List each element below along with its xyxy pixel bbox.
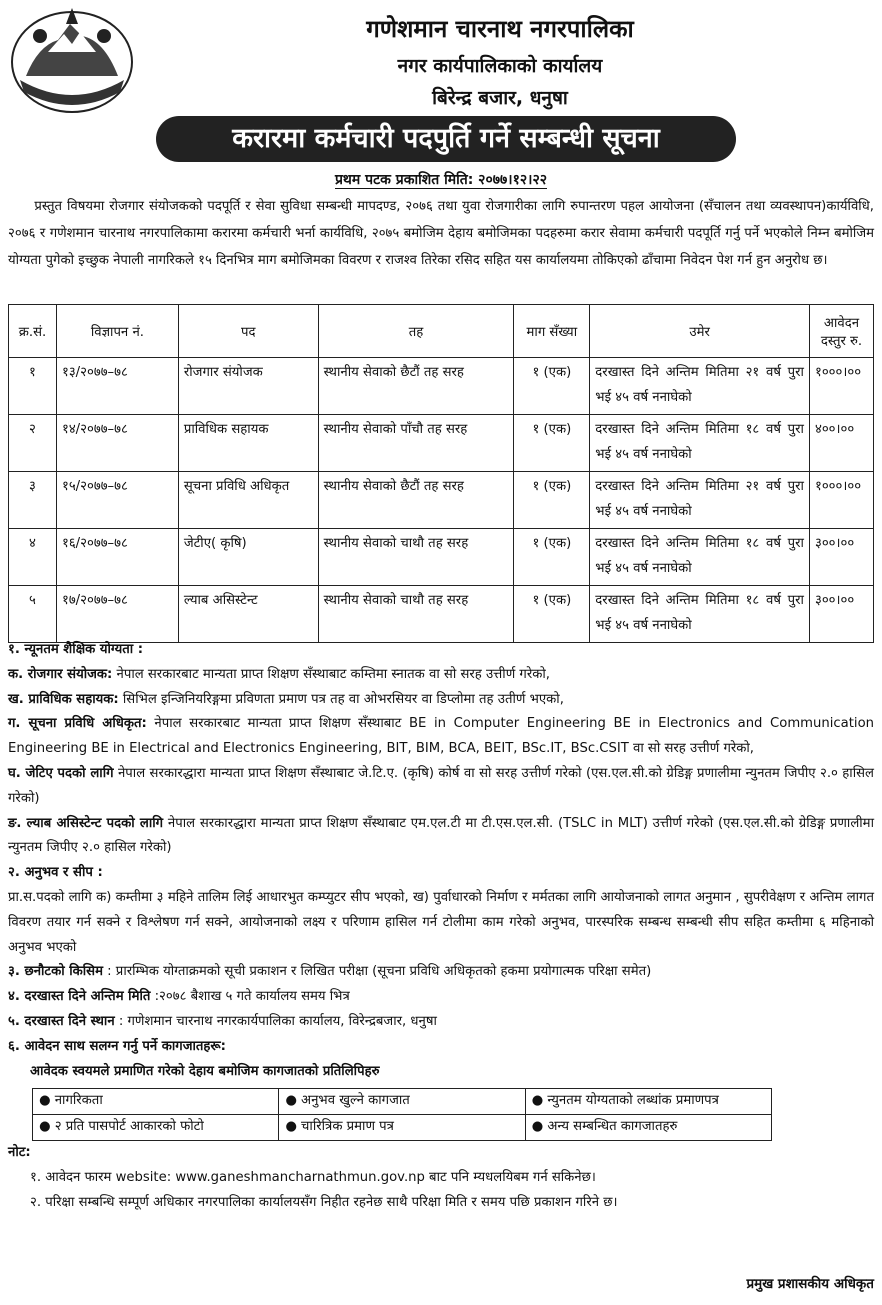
cell-level: स्थानीय सेवाको छैटौं तह सरह <box>318 472 514 529</box>
selection-method <box>8 960 874 985</box>
header-age: उमेर <box>590 305 810 358</box>
qualification-kha-text: सिभिल इन्जिनियरिङ्गमा प्रविणता प्रमाण पत्र तह वा ओभरसियर वा डिप्लोमा तह उतीर्ण भएको, <box>118 691 564 707</box>
section-qualification-title: १. न्यूनतम शैक्षिक योग्यता : <box>8 642 144 657</box>
vacancy-table <box>8 304 874 643</box>
cell-ad-number: १४/२०७७–७८ <box>56 415 178 472</box>
notice-body <box>8 638 874 1215</box>
cell-level: स्थानीय सेवाको छैटौं तह सरह <box>318 358 514 415</box>
cell-level: स्थानीय सेवाको चाथौ तह सरह <box>318 586 514 643</box>
qualification-kha-label: ख. प्राविधिक सहायक: <box>8 691 119 707</box>
cell-demand: १ (एक) <box>514 586 590 643</box>
qualification-ka <box>8 663 874 688</box>
table-row <box>9 529 874 586</box>
document-item: ● न्युनतम योग्यताको लब्धांक प्रमाणपत्र <box>525 1089 771 1115</box>
selection-method-label: ३. छनौटको किसिम <box>8 964 103 980</box>
intro-paragraph: प्रस्तुत विषयमा रोजगार संयोजकको पदपूर्ति र सेवा सुविधा सम्बन्धी मापदण्ड, २०७६ तथा युवा रोजगारीका लागि रुपान्तरण पहल आयोजना (सँचालन तथा व्यवस्थापन)कार्यविधि, २०७६ र गणेशमान चारनाथ नगरपालिकामा करारमा कर्मचारी भर्ना कार्यविधि, २०७५ बमोजिम देहाय बमोजिमका पदहरुमा करार सेवामा कर्मचारी पदपूर्ति गर्नु पर्ने भएकोले निम्न बमोजिम योग्यता पुगेको इच्छुक नेपाली नागरिकले १५ दिनभित्र माग बमोजिमका विवरण र राजश्व तिरेका रसिद सहित यस कार्यालयमा तोकिएको ढाँचामा निवेदन पेश गर्न हुन अनुरोध छ। <box>8 199 874 268</box>
qualification-ga-text: नेपाल सरकारबाट मान्यता प्राप्त शिक्षण सँस्थाबाट BE in Computer Engineering BE in Electronics and Communication Engineering BE in Electrical and Electronics Engineering, BIT, BIM, BCA, BEIT, BSc.IT, BSc.CSIT वा सो सरह उत्तीर्ण गरेको, <box>8 716 874 757</box>
office-address: बिरेन्द्र बजार, धनुषा <box>432 87 568 109</box>
table-row <box>9 415 874 472</box>
submission-place-label: ५. दरखास्त दिने स्थान <box>8 1013 115 1029</box>
section-experience-title: २. अनुभव र सीप : <box>8 865 103 881</box>
vacancy-table-header <box>9 305 874 358</box>
table-row <box>9 472 874 529</box>
document-label: न्युनतम योग्यताको लब्धांक प्रमाणपत्र <box>547 1093 719 1109</box>
qualification-nga-text: नेपाल सरकारद्धारा मान्यता प्राप्त शिक्षण सँस्थाबाट एम.एल.टी मा टी.एस.एल.सी. (TSLC in MLT) उत्तीर्ण गरेको (एस.एल.सी.को ग्रेडिङ्ग प्रणालीमा न्युनतम जिपीए २.० हासिल गरेको) <box>8 815 874 856</box>
cell-ad-number: १७/२०७७–७८ <box>56 586 178 643</box>
qualification-ka-text: नेपाल सरकारबाट मान्यता प्राप्त शिक्षण सँस्थाबाट कम्तिमा स्नातक वा सो सरह उत्तीर्ण गरेको, <box>112 666 550 682</box>
cell-demand: १ (एक) <box>514 472 590 529</box>
deadline-text: :२०७८ बैशाख ५ गते कार्यालय समय भित्र <box>150 989 350 1005</box>
note-1: १. आवेदन फारम website: www.ganeshmancharnathmun.gov.np बाट पनि म्यधलयिबम गर्न सकिनेछ। <box>30 1169 596 1185</box>
cell-fee: ४००।०० <box>809 415 873 472</box>
nepal-government-emblem-icon <box>8 6 136 116</box>
publish-date <box>0 170 882 189</box>
header-ad-number: विज्ञापन नं. <box>56 305 178 358</box>
deadline <box>8 985 874 1010</box>
document-label: नागरिकता <box>54 1093 103 1109</box>
deadline-label: ४. दरखास्त दिने अन्तिम मिति <box>8 989 151 1005</box>
qualification-kha <box>8 688 874 713</box>
qualification-nga-label: ङ. ल्याब असिस्टेन्ट पदको लागि <box>8 815 164 831</box>
cell-sn: ५ <box>9 586 57 643</box>
documents-row <box>33 1115 772 1141</box>
cell-fee: ३००।०० <box>809 529 873 586</box>
document-label: चारित्रिक प्रमाण पत्र <box>301 1119 394 1135</box>
cell-fee: १०००।०० <box>809 472 873 529</box>
document-item: ● चारित्रिक प्रमाण पत्र <box>279 1115 525 1141</box>
signatory-title: प्रमुख प्रशासकीय अधिकृत <box>746 1276 874 1292</box>
document-item: ● अन्य सम्बन्धित कागजातहरु <box>525 1115 771 1141</box>
selection-method-text: : प्रारम्भिक योग्ताक्रमको सूची प्रकाशन र लिखित परीक्षा (सूचना प्रविधि अधिकृतको हकमा प्रयोगात्मक परिक्षा समेत) <box>102 964 652 980</box>
cell-post: सूचना प्रविधि अधिकृत <box>178 472 318 529</box>
document-item: ● २ प्रति पासपोर्ट आकारको फोटो <box>33 1115 279 1141</box>
qualification-ga-label: ग. सूचना प्रविधि अधिकृत: <box>8 716 147 732</box>
cell-fee: ३००।०० <box>809 586 873 643</box>
cell-level: स्थानीय सेवाको चाथौ तह सरह <box>318 529 514 586</box>
cell-post: जेटीए( कृषि) <box>178 529 318 586</box>
experience-text: प्रा.स.पदको लागि क) कम्तीमा ३ महिने तालिम लिई आधारभुत कम्प्युटर सीप भएको, ख) पुर्वाधारको निर्माण र मर्मतका लागि आयोजनाको लागत अनुमान , सुपरीवेक्षण र अन्तिम लागत विवरण तयार गर्न सक्ने र विश्लेषण गर्न सक्ने, आयोजनाको लक्ष्य र परिणाम हासिल गर्न टोलीमा काम गरेको अनुभव, पारस्परिक सम्बन्ध सम्बन्धी सीप सहित कम्तीमा ६ महिनाको अनुभव भएको <box>8 889 874 955</box>
documents-subtitle: आवेदक स्वयमले प्रमाणित गरेको देहाय बमोजिम कागजातको प्रतिलिपिहरु <box>30 1063 380 1079</box>
section-documents-title: ६. आवेदन साथ सलग्न गर्नु पर्ने कागजातहरू: <box>8 1038 226 1054</box>
cell-post: ल्याब असिस्टेन्ट <box>178 586 318 643</box>
table-row <box>9 586 874 643</box>
cell-age: दरखास्त दिने अन्तिम मितिमा १८ वर्ष पुरा भई ४५ वर्ष ननाघेको <box>590 415 810 472</box>
cell-age: दरखास्त दिने अन्तिम मितिमा २१ वर्ष पुरा भई ४५ वर्ष ननाघेको <box>590 472 810 529</box>
qualification-nga <box>8 812 874 862</box>
cell-post: प्राविधिक सहायक <box>178 415 318 472</box>
municipality-name: गणेशमान चारनाथ नगरपालिका <box>366 15 634 43</box>
cell-sn: ३ <box>9 472 57 529</box>
qualification-ga <box>8 712 874 762</box>
cell-post: रोजगार संयोजक <box>178 358 318 415</box>
cell-age: दरखास्त दिने अन्तिम मितिमा २१ वर्ष पुरा भई ४५ वर्ष ननाघेको <box>590 358 810 415</box>
cell-ad-number: १६/२०७७–७८ <box>56 529 178 586</box>
notes-title: नोट: <box>8 1144 31 1160</box>
header-demand: माग सँख्या <box>514 305 590 358</box>
qualification-gha-label: घ. जेटिए पदको लागि <box>8 765 114 781</box>
documents-row <box>33 1089 772 1115</box>
qualification-gha-text: नेपाल सरकारद्धारा मान्यता प्राप्त शिक्षण सँस्थाबाट जे.टि.ए. (कृषि) कोर्ष वा सो सरह उत्तीर्ण गरेको (एस.एल.सी.को ग्रेडिङ्ग प्रणालीमा न्युनतम जिपीए २.० हासिल गरेको) <box>8 765 874 806</box>
cell-fee: १०००।०० <box>809 358 873 415</box>
qualification-ka-label: क. रोजगार संयोजक: <box>8 666 113 682</box>
cell-demand: १ (एक) <box>514 415 590 472</box>
office-name: नगर कार्यपालिकाको कार्यालय <box>397 55 603 77</box>
notice-title-banner: करारमा कर्मचारी पदपुर्ति गर्ने सम्बन्धी सूचना <box>156 116 736 162</box>
table-row <box>9 358 874 415</box>
qualification-gha <box>8 762 874 812</box>
cell-level: स्थानीय सेवाको पाँचौ तह सरह <box>318 415 514 472</box>
cell-age: दरखास्त दिने अन्तिम मितिमा १८ वर्ष पुरा भई ४५ वर्ष ननाघेको <box>590 586 810 643</box>
header-sn: क्र.सं. <box>9 305 57 358</box>
documents-table <box>32 1088 772 1141</box>
cell-sn: ४ <box>9 529 57 586</box>
note-2: २. परिक्षा सम्बन्धि सम्पूर्ण अधिकार नगरपालिका कार्यालयसँग निहीत रहनेछ साथै परिक्षा मिति र समय पछि प्रकाशन गरिने छ। <box>30 1194 618 1210</box>
cell-demand: १ (एक) <box>514 358 590 415</box>
document-label: २ प्रति पासपोर्ट आकारको फोटो <box>54 1119 204 1135</box>
header-level: तह <box>318 305 514 358</box>
document-label: अनुभव खुल्ने कागजात <box>301 1093 410 1109</box>
document-label: अन्य सम्बन्धित कागजातहरु <box>547 1119 678 1135</box>
submission-place <box>8 1010 874 1035</box>
cell-ad-number: १५/२०७७–७८ <box>56 472 178 529</box>
document-item: ● अनुभव खुल्ने कागजात <box>279 1089 525 1115</box>
cell-sn: २ <box>9 415 57 472</box>
cell-age: दरखास्त दिने अन्तिम मितिमा १८ वर्ष पुरा भई ४५ वर्ष ननाघेको <box>590 529 810 586</box>
publish-date-text: प्रथम पटक प्रकाशित मिति: २०७७।१२।२२ <box>334 172 548 188</box>
header-fee: आवेदन दस्तुर रु. <box>809 305 873 358</box>
document-item: ● नागरिकता <box>33 1089 279 1115</box>
header-post: पद <box>178 305 318 358</box>
cell-demand: १ (एक) <box>514 529 590 586</box>
submission-place-text: : गणेशमान चारनाथ नगरकार्यपालिका कार्यालय, विरेन्द्रबजार, धनुषा <box>114 1013 437 1029</box>
cell-sn: १ <box>9 358 57 415</box>
cell-ad-number: १३/२०७७–७८ <box>56 358 178 415</box>
